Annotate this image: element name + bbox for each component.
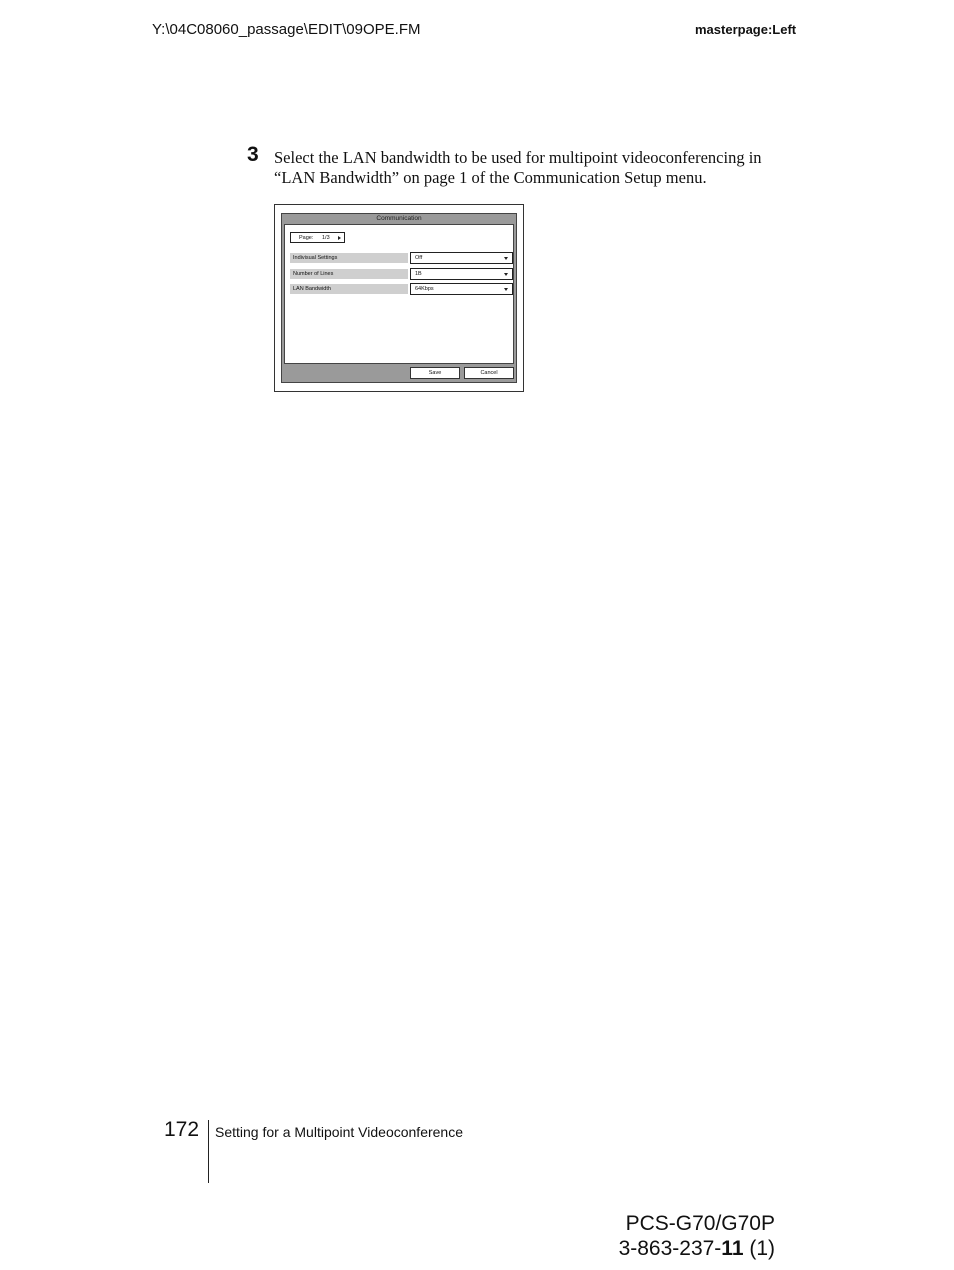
number-of-lines-label: Number of Lines [290, 269, 408, 279]
footer-divider [208, 1120, 209, 1183]
page-number: 172 [164, 1118, 200, 1141]
individual-settings-value: Off [415, 255, 423, 261]
document-code [619, 1237, 775, 1261]
individual-settings-label: Indivisual Settings [290, 253, 408, 263]
lan-bandwidth-value: 64Kbps [415, 286, 434, 292]
step-number: 3 [247, 143, 259, 166]
window-title: Communication [376, 215, 422, 222]
section-title: Setting for a Multipoint Videoconference [215, 1124, 464, 1140]
step-line-1: Select the LAN bandwidth to be used for multipoint videoconferencing in [274, 148, 762, 167]
communication-menu-screenshot [274, 204, 524, 392]
number-of-lines-select[interactable] [410, 268, 513, 280]
window-body [284, 224, 514, 364]
lan-bandwidth-select[interactable] [410, 283, 513, 295]
code-prefix: 3-863-237- [618, 1237, 722, 1260]
save-button[interactable]: Save [410, 367, 460, 379]
number-of-lines-value: 1B [415, 271, 422, 277]
masterpage-label: masterpage:Left [695, 22, 797, 37]
file-path: Y:\04C08060_passage\EDIT\09OPE.FM [152, 21, 421, 38]
page-selector[interactable] [290, 232, 345, 243]
chevron-down-icon [504, 288, 508, 291]
code-bold: 11 [721, 1237, 744, 1260]
page-value: 1/3 [322, 235, 330, 241]
code-suffix: (1) [743, 1237, 775, 1260]
step-instructions [274, 148, 794, 188]
model-name: PCS-G70/G70P [625, 1212, 775, 1235]
step-line-2: “LAN Bandwidth” on page 1 of the Communication Setup menu. [274, 168, 707, 187]
lan-bandwidth-label: LAN Bandwidth [290, 284, 408, 294]
individual-settings-select[interactable] [410, 252, 513, 264]
chevron-down-icon [504, 257, 508, 260]
chevron-down-icon [504, 273, 508, 276]
communication-window [281, 213, 517, 383]
cancel-button[interactable]: Cancel [464, 367, 514, 379]
page-label: Page: [299, 235, 314, 241]
arrow-right-icon[interactable] [338, 236, 341, 240]
